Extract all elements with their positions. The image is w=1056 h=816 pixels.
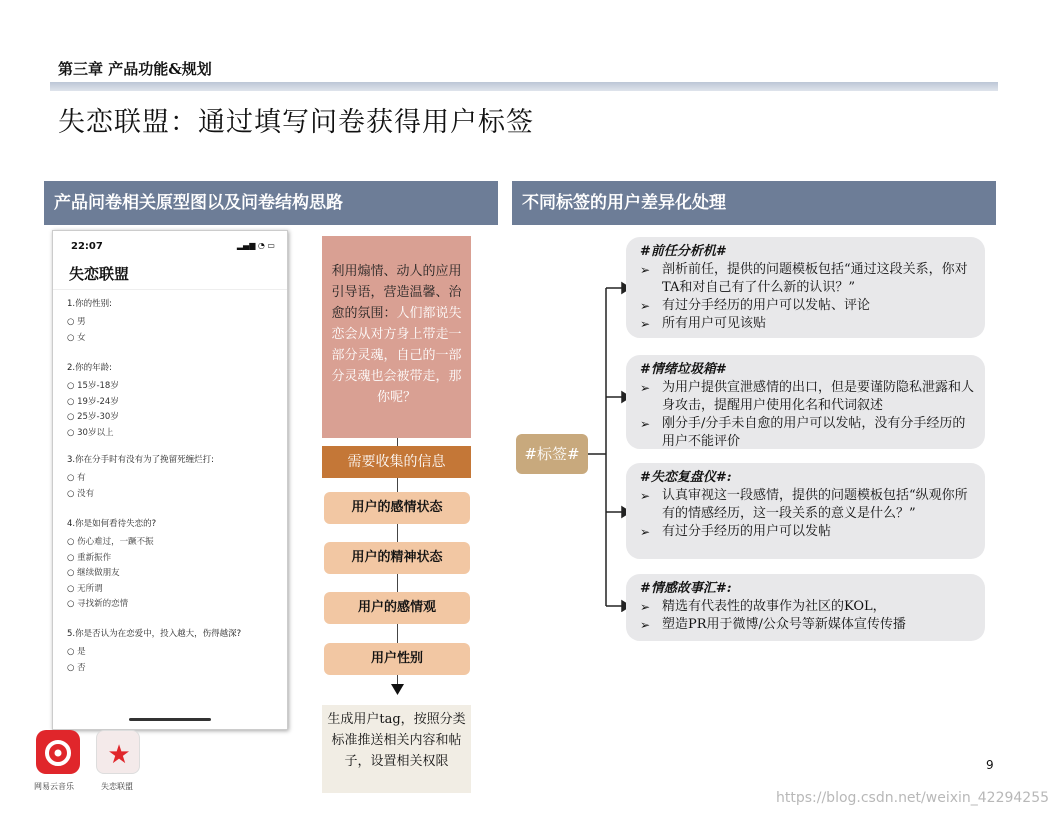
radio-option[interactable]: ○ 是 (67, 645, 86, 657)
intro-copy-box (322, 236, 471, 438)
card-bullet: ➢ 有过分手经历的用户可以发帖 (640, 523, 975, 541)
card-title: #失恋复盘仪#: (640, 470, 732, 485)
radio-option[interactable]: ○ 继续做朋友 (67, 566, 120, 578)
intro-copy-light: 人们都说失恋会从对方身上带走一部分灵魂，自己的一部分灵魂也会被带走，那你呢？ (331, 306, 462, 405)
radio-option[interactable]: ○ 男 (67, 315, 86, 327)
right-section-header: 不同标签的用户差异化处理 (512, 181, 996, 225)
watermark: https://blog.csdn.net/weixin_42294255 (776, 790, 1050, 806)
radio-option[interactable]: ○ 没有 (67, 487, 94, 499)
info-needed-box: 需要收集的信息 (322, 446, 471, 478)
radio-option[interactable]: ○ 25岁-30岁 (67, 410, 119, 422)
phone-mockup (52, 230, 288, 730)
card-title: #情感故事汇#: (640, 581, 732, 596)
info-item: 用户性别 (324, 643, 470, 675)
question-label: 1.你的性别: (67, 299, 112, 309)
question-label: 5.你是否认为在恋爱中，投入越大，伤得越深? (67, 629, 242, 639)
radio-option[interactable]: ○ 伤心难过，一蹶不振 (67, 535, 154, 547)
netease-music-logo-icon (36, 730, 80, 774)
tag-node: #标签# (516, 434, 588, 474)
question-label: 3.你在分手时有没有为了挽留死缠烂打: (67, 455, 214, 465)
intro-copy-dark: 利用煽情、动人的应用引导语，营造温馨、治愈的氛围： (331, 264, 462, 321)
page-title: 失恋联盟：通过填写问卷获得用户标签 (58, 107, 534, 138)
logo-caption: 失恋联盟 (101, 782, 133, 791)
card-bullet: ➢ 所有用户可见该贴 (640, 315, 975, 333)
radio-option[interactable]: ○ 女 (67, 331, 86, 343)
tag-card-ex-analysis (626, 237, 985, 338)
radio-option[interactable]: ○ 否 (67, 661, 86, 673)
header-divider (50, 82, 998, 91)
divider (53, 289, 287, 290)
card-bullet: ➢ 塑造PR用于微博/公众号等新媒体宣传传播 (640, 616, 975, 634)
app-title: 失恋联盟 (69, 265, 130, 283)
svg-text:★: ★ (107, 740, 131, 770)
chapter-label: 第三章 产品功能&规划 (58, 60, 212, 78)
logo-caption: 网易云音乐 (34, 782, 74, 791)
card-bullet: ➢ 剖析前任，提供的问题模板包括“通过这段关系，你对TA和对自己有了什么新的认识？” (640, 261, 975, 297)
radio-option[interactable]: ○ 寻找新的恋情 (67, 597, 128, 609)
left-section-header: 产品问卷相关原型图以及问卷结构思路 (44, 181, 498, 225)
tag-connectors (586, 280, 630, 612)
page-number: 9 (986, 758, 994, 772)
radio-option[interactable]: ○ 19岁-24岁 (67, 395, 119, 407)
tag-card-story-collection (626, 574, 985, 641)
question-label: 4.你是如何看待失恋的? (67, 519, 157, 529)
tag-card-breakup-review (626, 463, 985, 559)
card-bullet: ➢ 认真审视这一段感情，提供的问题模板包括“纵观你所有的情感经历，这一段关系的意义是什么？” (640, 487, 975, 523)
result-box: 生成用户tag，按照分类标准推送相关内容和帖子，设置相关权限 (322, 705, 471, 793)
info-item: 用户的感情观 (324, 592, 470, 624)
home-indicator (129, 718, 211, 721)
info-item: 用户的感情状态 (324, 492, 470, 524)
flow-arrow-head (391, 684, 404, 696)
radio-option[interactable]: ○ 15岁-18岁 (67, 379, 119, 391)
radio-option[interactable]: ○ 30岁以上 (67, 426, 113, 438)
card-bullet: ➢ 有过分手经历的用户可以发帖、评论 (640, 297, 975, 315)
card-bullet: ➢ 精选有代表性的故事作为社区的KOL， (640, 598, 975, 616)
info-item: 用户的精神状态 (324, 542, 470, 574)
tag-card-emotion-bin (626, 355, 985, 449)
card-title: #前任分析机# (640, 244, 727, 259)
breakup-alliance-logo-icon (96, 730, 140, 774)
status-time: 22:07 (71, 241, 103, 252)
radio-option[interactable]: ○ 无所谓 (67, 582, 103, 594)
card-title: #情绪垃圾箱# (640, 362, 727, 377)
radio-option[interactable]: ○ 有 (67, 471, 86, 483)
card-bullet: ➢ 为用户提供宣泄感情的出口，但是要谨防隐私泄露和人身攻击，提醒用户使用化名和代词叙述 (640, 379, 975, 415)
flow-line (397, 438, 398, 446)
radio-option[interactable]: ○ 重新振作 (67, 551, 111, 563)
question-label: 2.你的年龄: (67, 363, 112, 373)
status-icons: ▂▄▆ ◔ ▭ (236, 241, 275, 250)
card-bullet: ➢ 刚分手/分手未自愈的用户可以发帖，没有分手经历的用户不能评价 (640, 415, 975, 451)
